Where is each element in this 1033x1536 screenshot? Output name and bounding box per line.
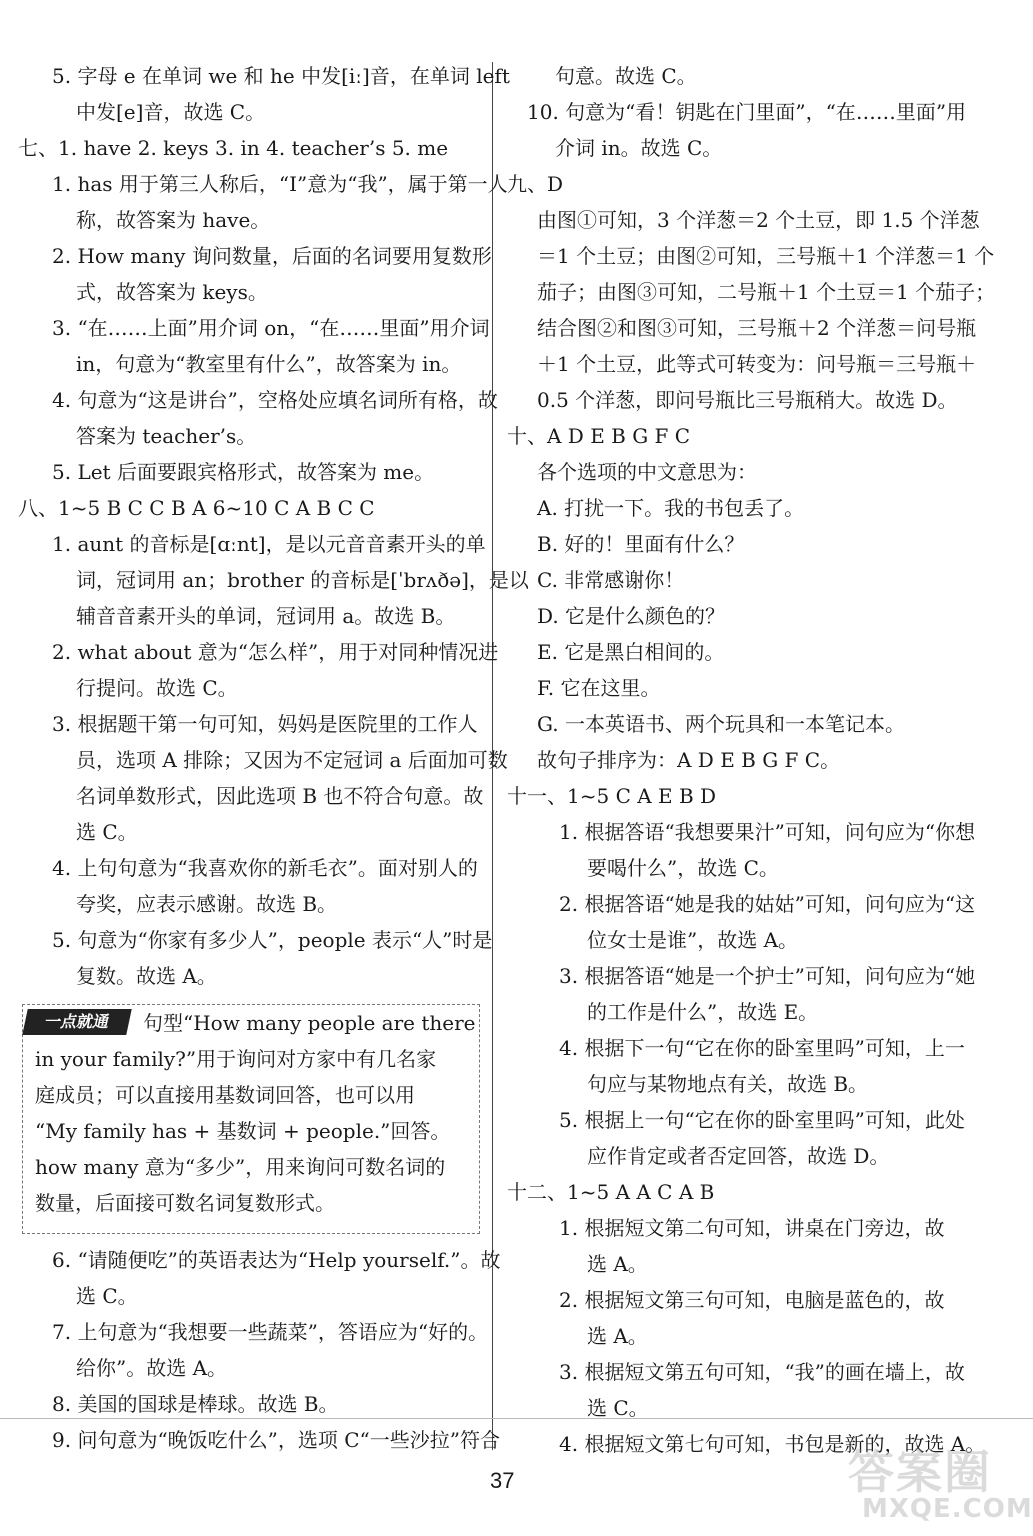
text-line: 中发[e]音，故选 C。 — [76, 100, 266, 124]
text-line: 茄子；由图③可知，二号瓶＋1 个土豆＝1 个茄子； — [537, 280, 996, 304]
text-line: 应作肯定或者否定回答，故选 D。 — [587, 1144, 890, 1168]
tip-box — [22, 1004, 480, 1234]
tip-line: in your family?”用于询问对方家中有几名家 — [35, 1047, 437, 1071]
watermark — [848, 1432, 1033, 1528]
text-line: A. 打扰一下。我的书包丢了。 — [537, 496, 805, 520]
tip-line: 庭成员；可以直接用基数词回答，也可以用 — [35, 1083, 415, 1107]
text-line: 式，故答案为 keys。 — [76, 280, 268, 304]
text-line: 5. Let 后面要跟宾格形式，故答案为 me。 — [52, 460, 435, 484]
section-heading: 十一、1~5 C A E B D — [507, 784, 717, 808]
text-line: 4. 根据下一句“它在你的卧室里吗”可知，上一 — [559, 1036, 965, 1060]
text-line: 的工作是什么”，故选 E。 — [587, 1000, 819, 1024]
watermark-logo-text: 答案圈 — [848, 1445, 992, 1499]
text-line: 词，冠词用 an；brother 的音标是[ˈbrʌðə]，是以 — [76, 568, 529, 592]
text-line: C. 非常感谢你！ — [537, 568, 685, 592]
text-line: ＝1 个土豆；由图②可知，三号瓶＋1 个洋葱＝1 个 — [537, 244, 995, 268]
text-line: 各个选项的中文意思为： — [537, 460, 757, 484]
section-heading: 八、1~5 B C C B A 6~10 C A B C C — [18, 496, 375, 520]
text-line: 选 A。 — [587, 1252, 648, 1276]
text-line: 给你”。故选 A。 — [76, 1356, 228, 1380]
text-line: B. 好的！里面有什么？ — [537, 532, 745, 556]
text-line: 称，故答案为 have。 — [76, 208, 271, 232]
text-line: 复数。故选 A。 — [76, 964, 217, 988]
text-line: 1. aunt 的音标是[ɑːnt]，是以元音音素开头的单 — [52, 532, 486, 556]
text-line: 辅音音素开头的单词，冠词用 a。故选 B。 — [76, 604, 456, 628]
text-line: 要喝什么”，故选 C。 — [587, 856, 779, 880]
text-line: 4. 句意为“这是讲台”，空格处应填名词所有格，故 — [52, 388, 498, 412]
text-line: 句应与某物地点有关，故选 B。 — [587, 1072, 869, 1096]
text-line: 名词单数形式，因此选项 B 也不符合句意。故 — [76, 784, 484, 808]
tip-badge: 一点就通 — [22, 1009, 132, 1035]
text-line: 2. 根据短文第三句可知，电脑是蓝色的，故 — [559, 1288, 945, 1312]
text-line: 3. “在……上面”用介词 on，“在……里面”用介词 — [52, 316, 490, 340]
text-line: E. 它是黑白相间的。 — [537, 640, 725, 664]
section-heading: 十、A D E B G F C — [507, 424, 691, 448]
text-line: 1. has 用于第三人称后，“I”意为“我”，属于第一人 — [52, 172, 508, 196]
text-line: 选 C。 — [76, 1284, 138, 1308]
text-line: 5. 字母 e 在单词 we 和 he 中发[iː]音，在单词 left — [52, 64, 510, 88]
tip-line: 数量，后面接可数名词复数形式。 — [35, 1191, 335, 1215]
text-line: G. 一本英语书、两个玩具和一本笔记本。 — [537, 712, 905, 736]
tip-line: 句型“How many people are there — [143, 1011, 476, 1035]
text-line: 2. How many 询问数量，后面的名词要用复数形 — [52, 244, 492, 268]
text-line: 7. 上句意为“我想要一些蔬菜”，答语应为“好的。 — [52, 1320, 489, 1344]
tip-line: how many 意为“多少”，用来询问可数名词的 — [35, 1155, 446, 1179]
text-line: 6. “请随便吃”的英语表达为“Help yourself.”。故 — [52, 1248, 501, 1272]
text-line: 9. 问句意为“晚饭吃什么”，选项 C“一些沙拉”符合 — [52, 1428, 500, 1452]
text-line: D. 它是什么颜色的？ — [537, 604, 726, 628]
text-line: 10. 句意为“看！钥匙在门里面”，“在……里面”用 — [527, 100, 967, 124]
text-line: 介词 in。故选 C。 — [555, 136, 723, 160]
text-line: 2. 根据答语“她是我的姑姑”可知，问句应为“这 — [559, 892, 976, 916]
section-heading: 九、D — [507, 172, 564, 196]
text-line: 1. 根据答语“我想要果汁”可知，问句应为“你想 — [559, 820, 976, 844]
text-line: 选 C。 — [587, 1396, 649, 1420]
text-line: 位女士是谁”，故选 A。 — [587, 928, 799, 952]
text-line: 答案为 teacher’s。 — [76, 424, 257, 448]
page-number: 37 — [490, 1468, 515, 1493]
text-line: 2. what about 意为“怎么样”，用于对同种情况进 — [52, 640, 499, 664]
text-line: 8. 美国的国球是棒球。故选 B。 — [52, 1392, 339, 1416]
text-line: ＋1 个土豆，此等式可转变为：问号瓶＝三号瓶＋ — [537, 352, 977, 376]
text-line: 由图①可知，3 个洋葱＝2 个土豆，即 1.5 个洋葱 — [537, 208, 980, 232]
text-line: 结合图②和图③可知，三号瓶＋2 个洋葱＝问号瓶 — [537, 316, 977, 340]
text-line: 选 C。 — [76, 820, 138, 844]
text-line: 句意。故选 C。 — [555, 64, 697, 88]
text-line: 5. 句意为“你家有多少人”，people 表示“人”时是 — [52, 928, 493, 952]
text-line: 4. 根据短文第七句可知，书包是新的，故选 A。 — [559, 1432, 986, 1456]
text-line: F. 它在这里。 — [537, 676, 661, 700]
text-line: 4. 上句句意为“我喜欢你的新毛衣”。面对别人的 — [52, 856, 478, 880]
text-line: 故句子排序为：A D E B G F C。 — [537, 748, 841, 772]
text-line: 夸奖，应表示感谢。故选 B。 — [76, 892, 338, 916]
text-line: 选 A。 — [587, 1324, 648, 1348]
text-line: 3. 根据答语“她是一个护士”可知，问句应为“她 — [559, 964, 976, 988]
text-line: 5. 根据上一句“它在你的卧室里吗”可知，此处 — [559, 1108, 965, 1132]
text-line: 行提问。故选 C。 — [76, 676, 238, 700]
tip-line: “My family has + 基数词 + people.”回答。 — [35, 1119, 451, 1143]
text-line: 1. 根据短文第二句可知，讲桌在门旁边，故 — [559, 1216, 945, 1240]
text-line: 员，选项 A 排除；又因为不定冠词 a 后面加可数 — [76, 748, 508, 772]
text-line: 3. 根据短文第五句可知，“我”的画在墙上，故 — [559, 1360, 965, 1384]
section-heading: 七、1. have 2. keys 3. in 4. teacher’s 5. me — [18, 136, 449, 160]
text-line: 3. 根据题干第一句可知，妈妈是医院里的工作人 — [52, 712, 478, 736]
watermark-url: MXQE.COM — [862, 1494, 1033, 1524]
text-line: in，句意为“教室里有什么”，故答案为 in。 — [76, 352, 462, 376]
section-heading: 十二、1~5 A A C A B — [507, 1180, 715, 1204]
text-line: 0.5 个洋葱，即问号瓶比三号瓶稍大。故选 D。 — [537, 388, 958, 412]
